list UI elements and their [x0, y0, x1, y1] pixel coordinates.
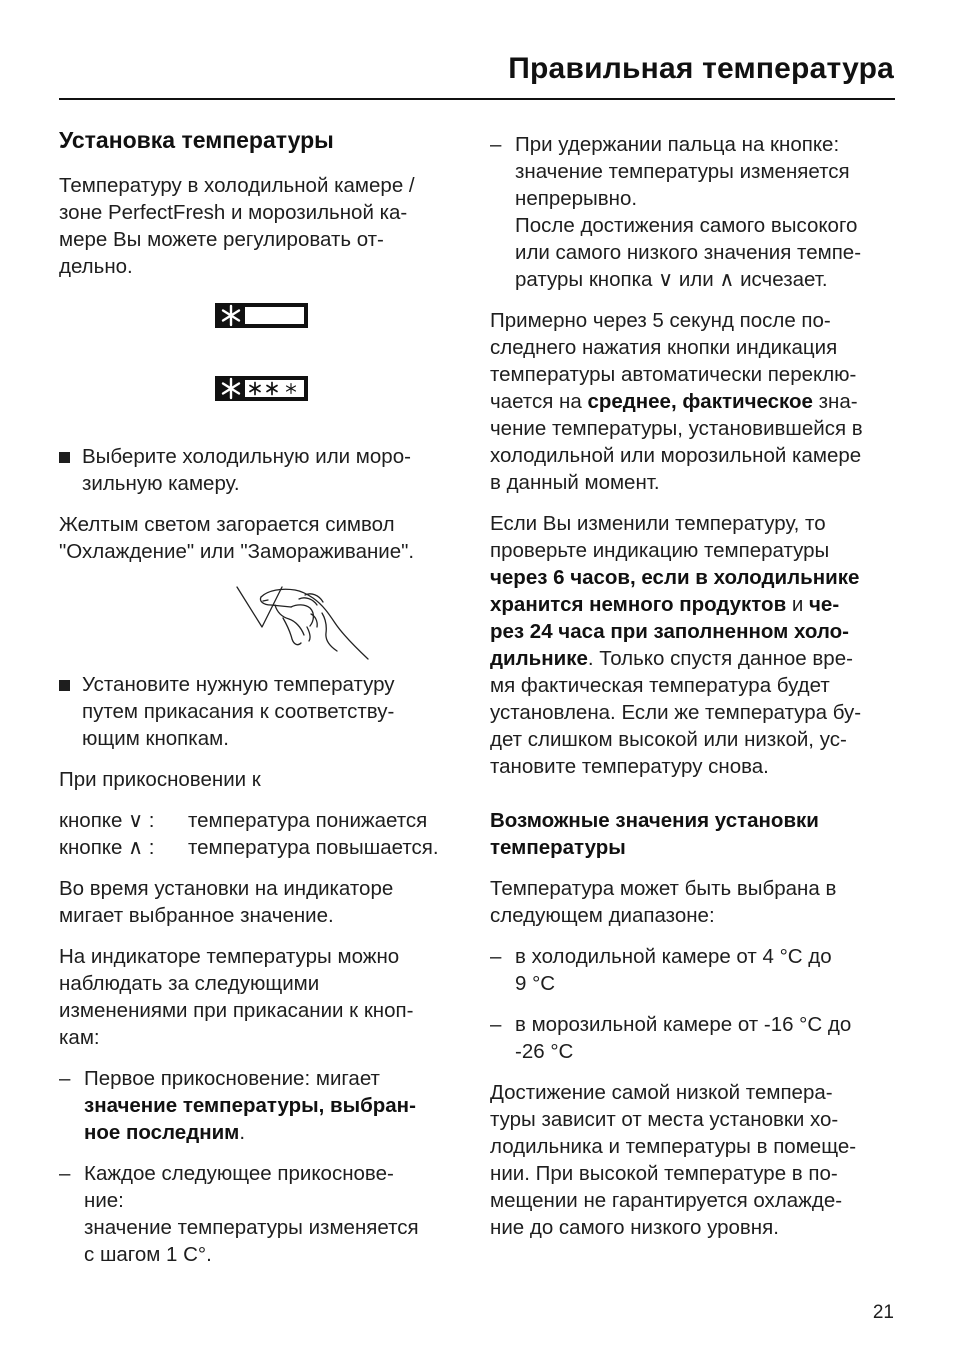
indicator-paragraph: На индикаторе температуры можно наблюдать за следующими изменениями при прикасании к кноп- кам: [59, 945, 414, 1049]
dash-marker: – [490, 945, 502, 968]
check-temperature-paragraph: Если Вы изменили температуру, то проверьте индикацию температуры через 6 часов, если в холодильнике хранится немного продуктов и че- рез 24 часа при заполненном холо- дильнике. Только спустя данное вре- мя фактическая температура будет установлена. Если же температура бу- дет слишком высокой или низкой, ус- тановите температуру снова. [490, 512, 862, 778]
intro-paragraph: Температуру в холодильной камере / зоне PerfectFresh и морозильной ка- мере Вы можете регулировать от- дельно. [59, 174, 415, 278]
dash-marker: – [59, 1067, 71, 1090]
page-title: Правильная температура [508, 52, 894, 85]
section-heading: Установка температуры [59, 127, 334, 153]
bullet-square [59, 680, 70, 691]
key-down-label: кнопке ∨ : [59, 809, 155, 832]
key-up-text: температура повышается. [188, 836, 439, 859]
dash-item-next-touch: – Каждое следующее прикоснове- ние: значение температуры изменяется с шагом 1 C°. [59, 1162, 419, 1266]
dash-item-hold-finger: – При удержании пальца на кнопке: значение температуры изменяется непрерывно. После достижения самого высокого или самого низкого значения темпе- ратуры кнопка ∨ или ∧ исчезает. [490, 133, 862, 291]
dash-item-freezer-range: – в морозильной камере от -16 °C до -26 °C [490, 1013, 852, 1063]
cooling-symbol-icon [215, 303, 308, 328]
dash-marker: – [490, 133, 502, 156]
dash-marker: – [490, 1013, 502, 1036]
freezing-symbol-icon [215, 376, 308, 401]
key-down-text: температура понижается [188, 809, 428, 832]
key-up-row [59, 834, 469, 861]
range-intro-paragraph: Температура может быть выбрана в следующем диапазоне: [490, 877, 837, 927]
key-up-label: кнопке ∧ : [59, 836, 155, 859]
dash-marker: – [59, 1162, 71, 1185]
title-divider [59, 98, 895, 100]
blink-paragraph: Во время установки на индикаторе мигает выбранное значение. [59, 877, 394, 927]
subsection-heading: Возможные значения установки температуры [490, 809, 819, 859]
dash-item-first-touch: – Первое прикосновение: мигает значение температуры, выбран- ное последним. [59, 1067, 416, 1144]
auto-switch-paragraph: Примерно через 5 секунд после по- следнего нажатия кнопки индикация температуры автоматически переклю- чается на среднее, фактическое зна- чение температуры, установившейся в холодильной или морозильной камере в данный момент. [490, 309, 863, 494]
touch-intro: При прикосновении к [59, 768, 261, 791]
left-column [59, 125, 469, 1268]
key-down-row [59, 807, 469, 834]
lowest-temperature-paragraph: Достижение самой низкой темпера- туры зависит от места установки хо- лодильника и температуры в помеще- нии. При высокой температуре в по- мещении не гарантируется охлажде- ние до самого низкого уровня. [490, 1081, 857, 1239]
finger-touch-down-button-icon [235, 583, 405, 663]
page-number: 21 [872, 1302, 894, 1323]
symbol-paragraph: Желтым светом загорается символ "Охлаждение" или "Замораживание". [59, 513, 415, 563]
dash-item-fridge-range: – в холодильной камере от 4 °C до 9 °C [490, 945, 832, 995]
bullet-set-temperature: Установите нужную температуру путем прикасания к соответству- ющим кнопкам. [59, 671, 469, 752]
right-column [490, 131, 900, 1241]
bullet-square [59, 452, 70, 463]
bullet-select-compartment: Выберите холодильную или моро- зильную камеру. [59, 443, 469, 497]
